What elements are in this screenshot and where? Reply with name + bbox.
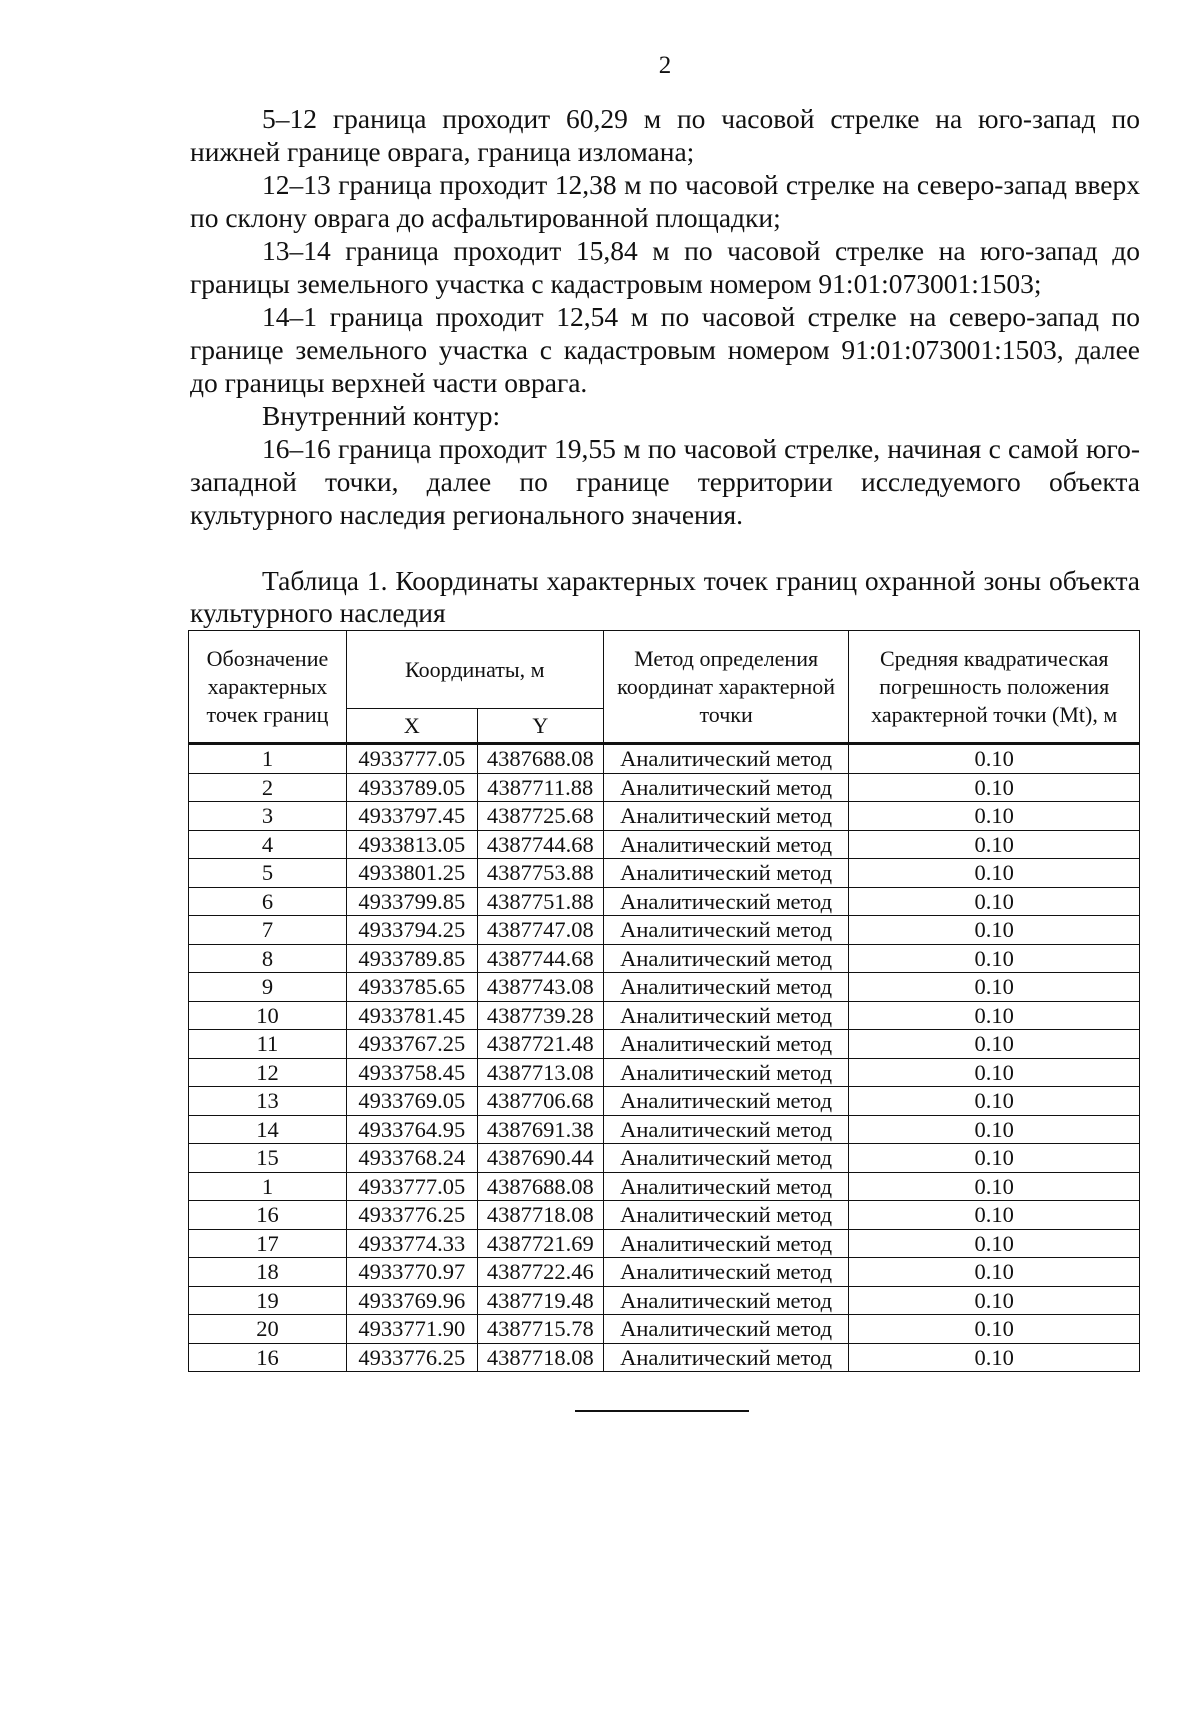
header-point: Обозначение характерных точек границ	[189, 631, 347, 744]
cell-x: 4933785.65	[346, 973, 477, 1002]
cell-method: Аналитический метод	[603, 1258, 849, 1287]
cell-point: 5	[189, 859, 347, 888]
cell-error: 0.10	[849, 1030, 1140, 1059]
cell-method: Аналитический метод	[603, 773, 849, 802]
cell-method: Аналитический метод	[603, 1343, 849, 1372]
header-x: X	[346, 709, 477, 744]
table-row	[189, 944, 1140, 973]
cell-x: 4933768.24	[346, 1144, 477, 1173]
cell-error: 0.10	[849, 973, 1140, 1002]
cell-x: 4933758.45	[346, 1058, 477, 1087]
cell-method: Аналитический метод	[603, 916, 849, 945]
cell-x: 4933769.05	[346, 1087, 477, 1116]
cell-error: 0.10	[849, 1058, 1140, 1087]
table-row	[189, 1315, 1140, 1344]
paragraph-14-1: 14–1 граница проходит 12,54 м по часовой стрелке на северо-запад по границе земельного участка с кадастровым номером 91:01:073001:1503, далее до границы верхней части оврага.	[190, 301, 1140, 398]
cell-x: 4933801.25	[346, 859, 477, 888]
cell-point: 14	[189, 1115, 347, 1144]
cell-x: 4933777.05	[346, 1172, 477, 1201]
paragraph-inner-contour: Внутренний контур:	[262, 400, 501, 431]
cell-point: 16	[189, 1343, 347, 1372]
cell-point: 4	[189, 830, 347, 859]
cell-method: Аналитический метод	[603, 1030, 849, 1059]
table-caption: Таблица 1. Координаты характерных точек границ охранной зоны объекта культурного наследия	[190, 565, 1140, 628]
cell-point: 11	[189, 1030, 347, 1059]
cell-x: 4933813.05	[346, 830, 477, 859]
cell-x: 4933771.90	[346, 1315, 477, 1344]
cell-x: 4933769.96	[346, 1286, 477, 1315]
table-row	[189, 1286, 1140, 1315]
cell-method: Аналитический метод	[603, 1172, 849, 1201]
table-row	[189, 1201, 1140, 1230]
cell-y: 4387719.48	[477, 1286, 603, 1315]
table-row	[189, 773, 1140, 802]
cell-point: 7	[189, 916, 347, 945]
cell-point: 13	[189, 1087, 347, 1116]
body-text	[190, 102, 1140, 531]
paragraph-12-13: 12–13 граница проходит 12,38 м по часовой стрелке на северо-запад вверх по склону оврага до асфальтированной площадки;	[190, 169, 1140, 233]
cell-x: 4933794.25	[346, 916, 477, 945]
cell-y: 4387753.88	[477, 859, 603, 888]
header-y: Y	[477, 709, 603, 744]
table-body	[189, 744, 1140, 1372]
cell-error: 0.10	[849, 1201, 1140, 1230]
header-error: Средняя квадратическая погрешность положения характерной точки (Mt), м	[849, 631, 1140, 744]
header-method: Метод определения координат характерной точки	[603, 631, 849, 744]
cell-y: 4387691.38	[477, 1115, 603, 1144]
cell-x: 4933776.25	[346, 1201, 477, 1230]
cell-y: 4387688.08	[477, 1172, 603, 1201]
cell-point: 2	[189, 773, 347, 802]
footer-divider	[575, 1410, 749, 1412]
table-row	[189, 1115, 1140, 1144]
cell-method: Аналитический метод	[603, 802, 849, 831]
cell-method: Аналитический метод	[603, 1058, 849, 1087]
cell-point: 6	[189, 887, 347, 916]
cell-x: 4933799.85	[346, 887, 477, 916]
cell-x: 4933781.45	[346, 1001, 477, 1030]
page-number: 2	[658, 52, 672, 79]
table-row	[189, 859, 1140, 888]
cell-error: 0.10	[849, 1115, 1140, 1144]
paragraph-13-14: 13–14 граница проходит 15,84 м по часовой стрелке на юго-запад до границы земельного участка с кадастровым номером 91:01:073001:1503;	[190, 235, 1140, 299]
cell-point: 19	[189, 1286, 347, 1315]
cell-x: 4933797.45	[346, 802, 477, 831]
cell-error: 0.10	[849, 1001, 1140, 1030]
cell-error: 0.10	[849, 1087, 1140, 1116]
cell-y: 4387718.08	[477, 1201, 603, 1230]
table-row	[189, 973, 1140, 1002]
cell-error: 0.10	[849, 1258, 1140, 1287]
cell-error: 0.10	[849, 744, 1140, 774]
cell-error: 0.10	[849, 830, 1140, 859]
table-row	[189, 1258, 1140, 1287]
cell-x: 4933770.97	[346, 1258, 477, 1287]
cell-y: 4387721.69	[477, 1229, 603, 1258]
cell-point: 1	[189, 1172, 347, 1201]
cell-y: 4387744.68	[477, 830, 603, 859]
cell-y: 4387715.78	[477, 1315, 603, 1344]
paragraph-16-16: 16–16 граница проходит 19,55 м по часовой стрелке, начиная с самой юго-западной точки, далее по границе территории исследуемого объекта культурного наследия регионального значения.	[190, 433, 1140, 530]
cell-y: 4387747.08	[477, 916, 603, 945]
cell-method: Аналитический метод	[603, 1087, 849, 1116]
cell-y: 4387690.44	[477, 1144, 603, 1173]
cell-x: 4933764.95	[346, 1115, 477, 1144]
coordinates-table	[188, 630, 1140, 1372]
header-coordinates: Координаты, м	[346, 631, 603, 709]
cell-x: 4933776.25	[346, 1343, 477, 1372]
cell-point: 20	[189, 1315, 347, 1344]
cell-point: 8	[189, 944, 347, 973]
cell-error: 0.10	[849, 1343, 1140, 1372]
cell-method: Аналитический метод	[603, 1144, 849, 1173]
cell-y: 4387744.68	[477, 944, 603, 973]
cell-method: Аналитический метод	[603, 1001, 849, 1030]
cell-y: 4387688.08	[477, 744, 603, 774]
cell-method: Аналитический метод	[603, 973, 849, 1002]
cell-method: Аналитический метод	[603, 944, 849, 973]
table-row	[189, 830, 1140, 859]
cell-error: 0.10	[849, 916, 1140, 945]
cell-error: 0.10	[849, 1144, 1140, 1173]
cell-y: 4387718.08	[477, 1343, 603, 1372]
cell-x: 4933789.85	[346, 944, 477, 973]
cell-error: 0.10	[849, 1172, 1140, 1201]
table-row	[189, 1343, 1140, 1372]
table-row	[189, 916, 1140, 945]
cell-point: 18	[189, 1258, 347, 1287]
cell-error: 0.10	[849, 1229, 1140, 1258]
cell-error: 0.10	[849, 887, 1140, 916]
table-row	[189, 1001, 1140, 1030]
cell-point: 1	[189, 744, 347, 774]
cell-method: Аналитический метод	[603, 1115, 849, 1144]
cell-method: Аналитический метод	[603, 744, 849, 774]
table-row	[189, 1087, 1140, 1116]
cell-y: 4387725.68	[477, 802, 603, 831]
cell-point: 9	[189, 973, 347, 1002]
cell-method: Аналитический метод	[603, 1201, 849, 1230]
table-row	[189, 1030, 1140, 1059]
cell-y: 4387706.68	[477, 1087, 603, 1116]
cell-method: Аналитический метод	[603, 859, 849, 888]
cell-method: Аналитический метод	[603, 830, 849, 859]
cell-y: 4387711.88	[477, 773, 603, 802]
cell-point: 16	[189, 1201, 347, 1230]
cell-error: 0.10	[849, 1286, 1140, 1315]
table-row	[189, 1144, 1140, 1173]
cell-x: 4933777.05	[346, 744, 477, 774]
cell-point: 15	[189, 1144, 347, 1173]
cell-x: 4933774.33	[346, 1229, 477, 1258]
cell-x: 4933767.25	[346, 1030, 477, 1059]
cell-error: 0.10	[849, 773, 1140, 802]
table-row	[189, 1058, 1140, 1087]
table-row	[189, 744, 1140, 774]
cell-point: 17	[189, 1229, 347, 1258]
cell-x: 4933789.05	[346, 773, 477, 802]
table-row	[189, 887, 1140, 916]
cell-y: 4387751.88	[477, 887, 603, 916]
cell-error: 0.10	[849, 1315, 1140, 1344]
cell-y: 4387722.46	[477, 1258, 603, 1287]
table-row	[189, 1229, 1140, 1258]
cell-y: 4387721.48	[477, 1030, 603, 1059]
table-row	[189, 802, 1140, 831]
cell-method: Аналитический метод	[603, 1286, 849, 1315]
cell-method: Аналитический метод	[603, 1229, 849, 1258]
cell-y: 4387739.28	[477, 1001, 603, 1030]
cell-y: 4387713.08	[477, 1058, 603, 1087]
cell-point: 3	[189, 802, 347, 831]
cell-method: Аналитический метод	[603, 1315, 849, 1344]
cell-method: Аналитический метод	[603, 887, 849, 916]
cell-point: 10	[189, 1001, 347, 1030]
cell-point: 12	[189, 1058, 347, 1087]
cell-error: 0.10	[849, 944, 1140, 973]
cell-y: 4387743.08	[477, 973, 603, 1002]
table-row	[189, 1172, 1140, 1201]
cell-error: 0.10	[849, 859, 1140, 888]
cell-error: 0.10	[849, 802, 1140, 831]
paragraph-5-12: 5–12 граница проходит 60,29 м по часовой стрелке на юго-запад по нижней границе оврага, граница изломана;	[190, 103, 1140, 167]
